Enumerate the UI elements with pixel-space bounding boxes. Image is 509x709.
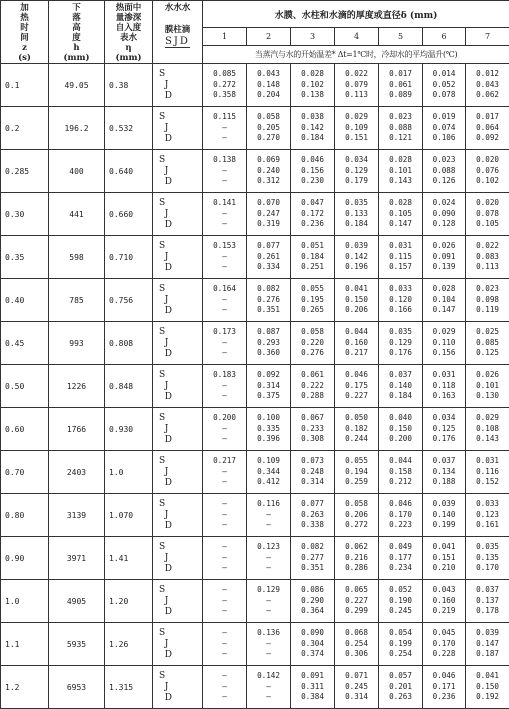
cell-sjd-labels: S J D bbox=[153, 537, 203, 580]
cell-time: 0.60 bbox=[1, 408, 49, 451]
cell-value: — — — bbox=[203, 494, 247, 537]
header-drop-height bbox=[49, 1, 105, 64]
cell-value: 0.014 0.052 0.078 bbox=[423, 64, 466, 107]
cell-value: — — — bbox=[203, 666, 247, 709]
table-row bbox=[1, 279, 509, 322]
cell-height: 2403 bbox=[49, 451, 105, 494]
cell-value: 0.052 0.190 0.245 bbox=[379, 580, 423, 623]
table-row bbox=[1, 666, 509, 709]
cell-sjd-labels: S J D bbox=[153, 150, 203, 193]
header-char: 落 bbox=[49, 13, 104, 23]
cell-height: 993 bbox=[49, 322, 105, 365]
cell-value: 0.062 0.216 0.286 bbox=[335, 537, 379, 580]
cell-value: 0.041 0.151 0.210 bbox=[423, 537, 466, 580]
cell-time: 1.0 bbox=[1, 580, 49, 623]
cell-time: 0.80 bbox=[1, 494, 49, 537]
header-char: 间 bbox=[1, 33, 48, 43]
cell-depth: 1.0 bbox=[105, 451, 153, 494]
cell-value: 0.028 0.104 0.147 bbox=[423, 279, 466, 322]
cell-value: 0.039 0.147 0.187 bbox=[466, 623, 509, 666]
cell-sjd-labels: S J D bbox=[153, 408, 203, 451]
table-row bbox=[1, 107, 509, 150]
cell-sjd-labels: S J D bbox=[153, 451, 203, 494]
cell-value: 0.022 0.083 0.113 bbox=[466, 236, 509, 279]
table-row bbox=[1, 150, 509, 193]
header-water-type-top: 水水水 bbox=[165, 3, 191, 13]
cell-value: 0.043 0.160 0.219 bbox=[423, 580, 466, 623]
cell-value: 0.028 0.105 0.147 bbox=[379, 193, 423, 236]
cell-value: 0.055 0.194 0.259 bbox=[335, 451, 379, 494]
cell-value: 0.164 — — bbox=[203, 279, 247, 322]
cell-value: 0.037 0.137 0.178 bbox=[466, 580, 509, 623]
cell-depth: 1.070 bbox=[105, 494, 153, 537]
cell-depth: 0.756 bbox=[105, 279, 153, 322]
cell-sjd-labels: S J D bbox=[153, 279, 203, 322]
cell-value: 0.024 0.090 0.128 bbox=[423, 193, 466, 236]
cell-value: 0.034 0.125 0.176 bbox=[423, 408, 466, 451]
cell-time: 1.1 bbox=[1, 623, 49, 666]
cell-value: 0.028 0.101 0.143 bbox=[379, 150, 423, 193]
header-char: 高 bbox=[49, 23, 104, 33]
cell-value: 0.031 0.118 0.163 bbox=[423, 365, 466, 408]
cell-value: 0.069 0.240 0.312 bbox=[247, 150, 291, 193]
cell-value: 0.073 0.248 0.314 bbox=[291, 451, 335, 494]
table-row bbox=[1, 580, 509, 623]
header-main-title: 水膜、水柱和水滴的厚度或直径δ (mm) bbox=[203, 1, 509, 28]
cell-height: 4905 bbox=[49, 580, 105, 623]
cell-value: 0.109 0.344 0.412 bbox=[247, 451, 291, 494]
cell-value: 0.123 — — bbox=[247, 537, 291, 580]
cell-value: 0.092 0.314 0.375 bbox=[247, 365, 291, 408]
cell-value: 0.047 0.172 0.236 bbox=[291, 193, 335, 236]
cell-value: 0.071 0.245 0.314 bbox=[335, 666, 379, 709]
table-row bbox=[1, 322, 509, 365]
cell-value: 0.039 0.140 0.199 bbox=[423, 494, 466, 537]
cell-value: 0.033 0.123 0.161 bbox=[466, 494, 509, 537]
cell-value: 0.037 0.140 0.184 bbox=[379, 365, 423, 408]
cell-value: — — — bbox=[203, 623, 247, 666]
cell-time: 0.30 bbox=[1, 193, 49, 236]
cell-height: 196.2 bbox=[49, 107, 105, 150]
cell-value: 0.091 0.311 0.384 bbox=[291, 666, 335, 709]
header-char: (mm) bbox=[49, 53, 104, 63]
header-char: 热 bbox=[1, 13, 48, 23]
cell-height: 6953 bbox=[49, 666, 105, 709]
header-char: 时 bbox=[1, 23, 48, 33]
cell-value: 0.077 0.261 0.334 bbox=[247, 236, 291, 279]
table-row bbox=[1, 537, 509, 580]
cell-height: 598 bbox=[49, 236, 105, 279]
cell-value: 0.061 0.222 0.288 bbox=[291, 365, 335, 408]
cell-value: 0.037 0.134 0.188 bbox=[423, 451, 466, 494]
cell-value: 0.034 0.129 0.179 bbox=[335, 150, 379, 193]
cell-time: 0.1 bbox=[1, 64, 49, 107]
cell-sjd-labels: S J D bbox=[153, 623, 203, 666]
cell-value: 0.023 0.098 0.119 bbox=[466, 279, 509, 322]
table-row bbox=[1, 494, 509, 537]
cell-depth: 0.930 bbox=[105, 408, 153, 451]
cell-height: 785 bbox=[49, 279, 105, 322]
cell-value: 0.019 0.074 0.106 bbox=[423, 107, 466, 150]
cell-value: 0.115 — — bbox=[203, 107, 247, 150]
column-number: 5 bbox=[379, 28, 423, 46]
cell-depth: 1.315 bbox=[105, 666, 153, 709]
column-number: 7 bbox=[466, 28, 509, 46]
cell-value: 0.035 0.133 0.184 bbox=[335, 193, 379, 236]
cell-height: 3139 bbox=[49, 494, 105, 537]
cell-value: 0.082 0.276 0.351 bbox=[247, 279, 291, 322]
cell-value: 0.183 — — bbox=[203, 365, 247, 408]
cell-value: 0.142 — — bbox=[247, 666, 291, 709]
cell-value: 0.029 0.110 0.156 bbox=[423, 322, 466, 365]
header-char: 量渗深 bbox=[105, 13, 152, 23]
cell-value: 0.046 0.170 0.223 bbox=[379, 494, 423, 537]
cell-value: 0.029 0.108 0.143 bbox=[466, 408, 509, 451]
header-water-type bbox=[153, 1, 203, 64]
cell-value: 0.055 0.195 0.265 bbox=[291, 279, 335, 322]
cell-sjd-labels: S J D bbox=[153, 107, 203, 150]
header-water-type-code: SJD bbox=[165, 36, 190, 48]
cell-sjd-labels: S J D bbox=[153, 580, 203, 623]
table-row bbox=[1, 365, 509, 408]
cell-time: 0.285 bbox=[1, 150, 49, 193]
cell-value: 0.058 0.205 0.270 bbox=[247, 107, 291, 150]
cell-value: 0.043 0.148 0.204 bbox=[247, 64, 291, 107]
cell-value: 0.082 0.277 0.351 bbox=[291, 537, 335, 580]
cell-value: 0.087 0.293 0.360 bbox=[247, 322, 291, 365]
cell-value: 0.173 — — bbox=[203, 322, 247, 365]
cell-value: — — — bbox=[203, 537, 247, 580]
cell-depth: 0.640 bbox=[105, 150, 153, 193]
cell-depth: 0.532 bbox=[105, 107, 153, 150]
column-number: 2 bbox=[247, 28, 291, 46]
cell-value: 0.050 0.182 0.244 bbox=[335, 408, 379, 451]
table-row bbox=[1, 193, 509, 236]
column-number: 1 bbox=[203, 28, 247, 46]
cell-time: 0.45 bbox=[1, 322, 49, 365]
header-char: 加 bbox=[1, 3, 48, 13]
cell-time: 0.90 bbox=[1, 537, 49, 580]
cell-value: 0.029 0.109 0.151 bbox=[335, 107, 379, 150]
cell-height: 1766 bbox=[49, 408, 105, 451]
cell-value: 0.022 0.079 0.113 bbox=[335, 64, 379, 107]
cell-value: — — — bbox=[203, 580, 247, 623]
cell-height: 441 bbox=[49, 193, 105, 236]
header-water-type-mid: 膜柱滴 bbox=[165, 25, 191, 35]
cell-value: 0.012 0.043 0.062 bbox=[466, 64, 509, 107]
cell-sjd-labels: S J D bbox=[153, 494, 203, 537]
cell-time: 0.2 bbox=[1, 107, 49, 150]
cell-depth: 1.26 bbox=[105, 623, 153, 666]
cell-value: 0.070 0.247 0.319 bbox=[247, 193, 291, 236]
cell-value: 0.153 — — bbox=[203, 236, 247, 279]
header-note: 当蒸汽与水的开始温差* Δt=1℃时，冷却水的平均温升(℃) bbox=[203, 46, 509, 64]
cell-value: 0.028 0.102 0.138 bbox=[291, 64, 335, 107]
column-number: 3 bbox=[291, 28, 335, 46]
cell-value: 0.020 0.076 0.102 bbox=[466, 150, 509, 193]
header-char: 热面中 bbox=[105, 3, 152, 13]
cell-value: 0.086 0.290 0.364 bbox=[291, 580, 335, 623]
cell-value: 0.033 0.120 0.166 bbox=[379, 279, 423, 322]
cell-value: 0.136 — — bbox=[247, 623, 291, 666]
cell-value: 0.046 0.171 0.236 bbox=[423, 666, 466, 709]
cell-value: 0.031 0.115 0.157 bbox=[379, 236, 423, 279]
table-row bbox=[1, 408, 509, 451]
cell-value: 0.138 — — bbox=[203, 150, 247, 193]
cell-value: 0.017 0.061 0.089 bbox=[379, 64, 423, 107]
cell-depth: 0.660 bbox=[105, 193, 153, 236]
cell-value: 0.040 0.150 0.200 bbox=[379, 408, 423, 451]
cell-value: 0.041 0.150 0.206 bbox=[335, 279, 379, 322]
cell-value: 0.046 0.175 0.227 bbox=[335, 365, 379, 408]
cell-sjd-labels: S J D bbox=[153, 236, 203, 279]
cell-value: 0.129 — — bbox=[247, 580, 291, 623]
cell-height: 400 bbox=[49, 150, 105, 193]
cell-value: 0.045 0.170 0.228 bbox=[423, 623, 466, 666]
cell-sjd-labels: S J D bbox=[153, 666, 203, 709]
table-row bbox=[1, 451, 509, 494]
cell-value: 0.044 0.160 0.217 bbox=[335, 322, 379, 365]
table-row bbox=[1, 236, 509, 279]
column-number: 6 bbox=[423, 28, 466, 46]
cell-sjd-labels: S J D bbox=[153, 193, 203, 236]
cell-value: 0.100 0.335 0.396 bbox=[247, 408, 291, 451]
cell-value: 0.065 0.227 0.299 bbox=[335, 580, 379, 623]
cell-height: 1226 bbox=[49, 365, 105, 408]
cell-value: 0.068 0.254 0.306 bbox=[335, 623, 379, 666]
cell-time: 1.2 bbox=[1, 666, 49, 709]
cell-value: 0.217 — — bbox=[203, 451, 247, 494]
cell-value: 0.035 0.129 0.176 bbox=[379, 322, 423, 365]
header-char: (mm) bbox=[105, 53, 152, 63]
cell-time: 0.50 bbox=[1, 365, 49, 408]
table-row bbox=[1, 64, 509, 107]
cell-value: 0.054 0.199 0.254 bbox=[379, 623, 423, 666]
cell-value: 0.116 — — bbox=[247, 494, 291, 537]
cell-time: 0.35 bbox=[1, 236, 49, 279]
column-number: 4 bbox=[335, 28, 379, 46]
cell-value: 0.046 0.156 0.230 bbox=[291, 150, 335, 193]
cell-value: 0.044 0.158 0.212 bbox=[379, 451, 423, 494]
cell-time: 0.70 bbox=[1, 451, 49, 494]
cell-sjd-labels: S J D bbox=[153, 365, 203, 408]
cell-value: 0.057 0.201 0.263 bbox=[379, 666, 423, 709]
cell-value: 0.039 0.142 0.196 bbox=[335, 236, 379, 279]
cell-value: 0.067 0.233 0.308 bbox=[291, 408, 335, 451]
cell-depth: 1.20 bbox=[105, 580, 153, 623]
header-char: 表水 bbox=[105, 33, 152, 43]
cell-sjd-labels: S J D bbox=[153, 64, 203, 107]
header-char: h bbox=[49, 43, 104, 53]
header-char: η bbox=[105, 43, 152, 53]
cell-depth: 0.710 bbox=[105, 236, 153, 279]
cell-value: 0.200 — — bbox=[203, 408, 247, 451]
cell-value: 0.031 0.116 0.152 bbox=[466, 451, 509, 494]
cell-depth: 0.808 bbox=[105, 322, 153, 365]
header-char: z bbox=[1, 43, 48, 53]
cell-time: 0.40 bbox=[1, 279, 49, 322]
cell-sjd-labels: S J D bbox=[153, 322, 203, 365]
cell-value: 0.023 0.088 0.126 bbox=[423, 150, 466, 193]
header-penetration-depth bbox=[105, 1, 153, 64]
cell-value: 0.077 0.263 0.338 bbox=[291, 494, 335, 537]
cell-value: 0.090 0.304 0.374 bbox=[291, 623, 335, 666]
cell-value: 0.023 0.088 0.121 bbox=[379, 107, 423, 150]
cell-depth: 0.848 bbox=[105, 365, 153, 408]
cell-height: 3971 bbox=[49, 537, 105, 580]
cell-height: 5935 bbox=[49, 623, 105, 666]
cell-value: 0.026 0.101 0.130 bbox=[466, 365, 509, 408]
header-char: 自入度 bbox=[105, 23, 152, 33]
header-heating-time bbox=[1, 1, 49, 64]
cell-value: 0.085 0.272 0.358 bbox=[203, 64, 247, 107]
cell-value: 0.041 0.150 0.192 bbox=[466, 666, 509, 709]
cell-value: 0.026 0.091 0.139 bbox=[423, 236, 466, 279]
cell-value: 0.017 0.064 0.092 bbox=[466, 107, 509, 150]
cell-value: 0.058 0.220 0.276 bbox=[291, 322, 335, 365]
cell-value: 0.025 0.085 0.125 bbox=[466, 322, 509, 365]
cell-value: 0.020 0.078 0.105 bbox=[466, 193, 509, 236]
cell-value: 0.141 — — bbox=[203, 193, 247, 236]
table-row bbox=[1, 623, 509, 666]
header-char: 下 bbox=[49, 3, 104, 13]
cell-value: 0.049 0.177 0.234 bbox=[379, 537, 423, 580]
cell-height: 49.05 bbox=[49, 64, 105, 107]
cell-value: 0.058 0.206 0.272 bbox=[335, 494, 379, 537]
cell-depth: 1.41 bbox=[105, 537, 153, 580]
cell-depth: 0.38 bbox=[105, 64, 153, 107]
header-char: 度 bbox=[49, 33, 104, 43]
cell-value: 0.038 0.142 0.184 bbox=[291, 107, 335, 150]
header-char: (s) bbox=[1, 53, 48, 63]
cell-value: 0.035 0.135 0.170 bbox=[466, 537, 509, 580]
cell-value: 0.051 0.184 0.251 bbox=[291, 236, 335, 279]
